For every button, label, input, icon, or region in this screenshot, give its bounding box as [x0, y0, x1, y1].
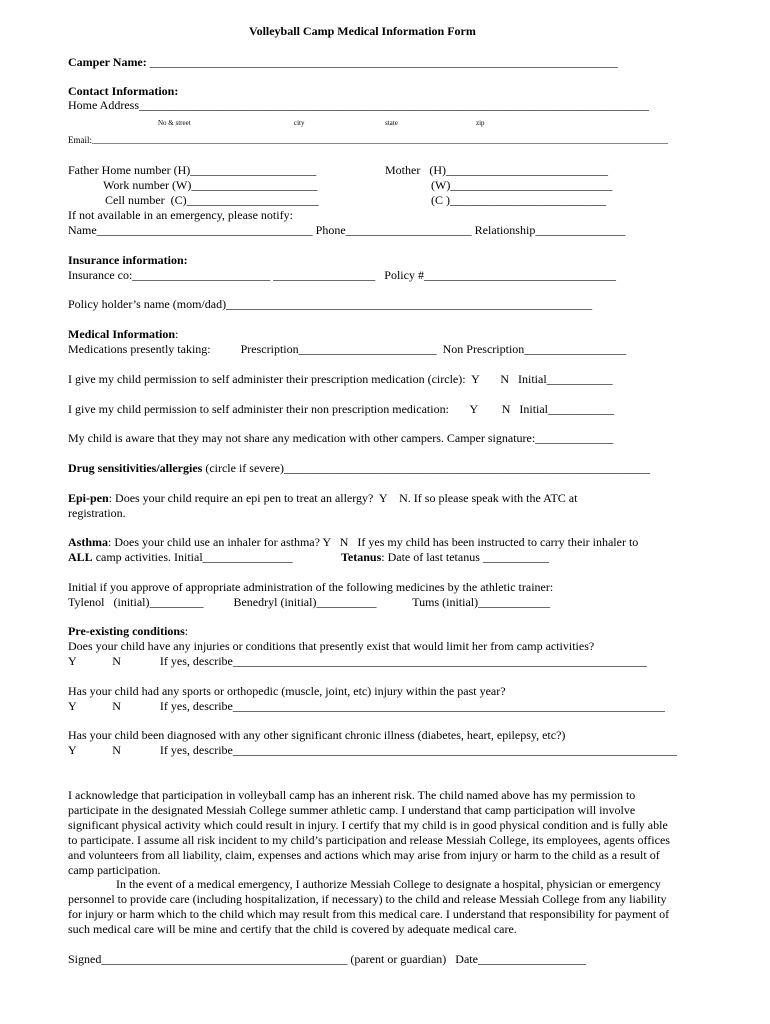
insurance-company-field[interactable]: Insurance co:_______________________ _________________ Policy #________________________________ — [68, 268, 616, 282]
drug-allergies-blank[interactable]: (circle if severe)_____________________________________________________________ — [202, 461, 650, 475]
question-recent-injury: Has your child had any sports or orthopedic (muscle, joint, etc) injury within the past year? — [68, 684, 506, 698]
question-limiting-conditions: Does your child have any injuries or conditions that presently exist that would limit her from camp activities? — [68, 639, 595, 653]
all-label: ALL — [68, 550, 93, 564]
preexisting-heading: Pre-existing conditions — [68, 624, 185, 638]
question-chronic-illness: Has your child been diagnosed with any other significant chronic illness (diabetes, heart, epilepsy, etc?) — [68, 728, 566, 742]
asthma-question — [68, 535, 638, 550]
medical-heading-colon: : — [175, 327, 179, 341]
policy-holder-field[interactable]: Policy holder’s name (mom/dad)_____________________________________________________________ — [68, 297, 593, 311]
home-address-field[interactable]: Home Address_____________________________________________________________________________________ — [68, 98, 649, 112]
father-cell-field[interactable]: Cell number (C)______________________ — [105, 193, 319, 207]
address-sub-zip: zip — [476, 119, 485, 127]
mother-cell-field[interactable]: (C )__________________________ — [431, 193, 606, 207]
answer-recent-injury[interactable]: Y N If yes, describe________________________________________________________________________ — [68, 699, 665, 713]
asthma-text: : Does your child use an inhaler for asthma? Y N If yes my child has been instructed to carry their inhaler to — [108, 535, 639, 549]
emergency-contact-field[interactable]: Name____________________________________ Phone_____________________ Relationship_______________ — [68, 223, 626, 237]
atc-approval-note: Initial if you approve of appropriate administration of the following medicines by the athletic trainer: — [68, 580, 554, 594]
consent-paragraph-1: I acknowledge that participation in volleyball camp has an inherent risk. The child named above has my permission to participate in the designated Messiah College summer athletic camp. I understand that camp participation will involve significant physical activity which could result in injury. I certify that my child is in good physical condition and is fully able to participate. I assume all risk incident to my child’s participation and release Messiah College, its employees, agents offices and volunteers from all liability, claim, expenses and actions which may arise from injury or harm to the child as a result of camp participation. — [68, 788, 670, 877]
epipen-label: Epi-pen — [68, 491, 109, 505]
address-sub-state: state — [385, 119, 398, 127]
medical-heading-row — [68, 327, 178, 342]
contact-heading: Contact Information: — [68, 84, 179, 98]
email-field[interactable]: Email:________________________________________________________________________________________________________________________________ — [68, 135, 668, 145]
preexisting-heading-colon: : — [184, 624, 189, 638]
asthma-initial-field[interactable] — [68, 550, 293, 565]
drug-allergies-field[interactable] — [68, 461, 650, 476]
parent-signature-field[interactable]: Signed_________________________________________ (parent or guardian) Date__________________ — [68, 952, 586, 966]
emergency-note: If not available in an emergency, please notify: — [68, 208, 293, 222]
consent-paragraph-2: In the event of a medical emergency, I authorize Messiah College to designate a hospital, physician or emergency personnel to provide care (including hospitalization, if necessary) to the child and release Messiah College from any liability for injury or harm which to the child which may result from this medical care. I understand that responsibility for payment of such medical care will be mine and certify that the child is covered by adequate medical care. — [68, 877, 670, 936]
medicine-initials-field[interactable]: Tylenol (initial)_________ Benedryl (initial)__________ Tums (initial)____________ — [68, 595, 551, 609]
mother-home-field[interactable]: Mother (H)___________________________ — [385, 163, 608, 177]
camper-name-row — [68, 55, 618, 70]
prescription-permission-field[interactable]: I give my child permission to self administer their prescription medication (circle): Y N Initial___________ — [68, 372, 613, 386]
father-home-field[interactable]: Father Home number (H)_____________________ — [68, 163, 317, 177]
drug-allergies-label: Drug sensitivities/allergies — [68, 461, 203, 475]
camper-name-label: Camper Name: — [68, 55, 147, 69]
address-sub-street: No & street — [158, 119, 191, 127]
medications-field[interactable]: Medications presently taking: Prescription_______________________ Non Prescription_________________ — [68, 342, 627, 356]
answer-chronic-illness[interactable]: Y N If yes, describe__________________________________________________________________________ — [68, 743, 677, 757]
address-sub-city: city — [294, 119, 305, 127]
father-work-field[interactable]: Work number (W)_____________________ — [103, 178, 318, 192]
form-title: Volleyball Camp Medical Information Form — [249, 24, 476, 38]
epipen-text: : Does your child require an epi pen to treat an allergy? Y N. If so please speak with the ATC at — [108, 491, 578, 505]
preexisting-heading-row — [68, 624, 188, 639]
epipen-question — [68, 491, 577, 506]
asthma-initial-blank[interactable]: camp activities. Initial_______________ — [92, 550, 293, 564]
epipen-text-line2: registration. — [68, 506, 126, 520]
tetanus-label: Tetanus — [341, 550, 382, 564]
mother-work-field[interactable]: (W)___________________________ — [431, 178, 613, 192]
answer-limiting-conditions[interactable]: Y N If yes, describe_____________________________________________________________________ — [68, 654, 647, 668]
camper-signature-field[interactable]: My child is aware that they may not share any medication with other campers. Camper signature:_____________ — [68, 431, 614, 445]
camper-name-field[interactable]: ______________________________________________________________________________ — [146, 55, 618, 69]
asthma-label: Asthma — [68, 535, 109, 549]
nonprescription-permission-field[interactable]: I give my child permission to self administer their non prescription medication: Y N Initial___________ — [68, 402, 615, 416]
tetanus-field[interactable] — [341, 550, 549, 565]
tetanus-blank[interactable]: : Date of last tetanus ___________ — [381, 550, 549, 564]
medical-heading: Medical Information — [68, 327, 175, 341]
insurance-heading: Insurance information: — [68, 253, 188, 267]
